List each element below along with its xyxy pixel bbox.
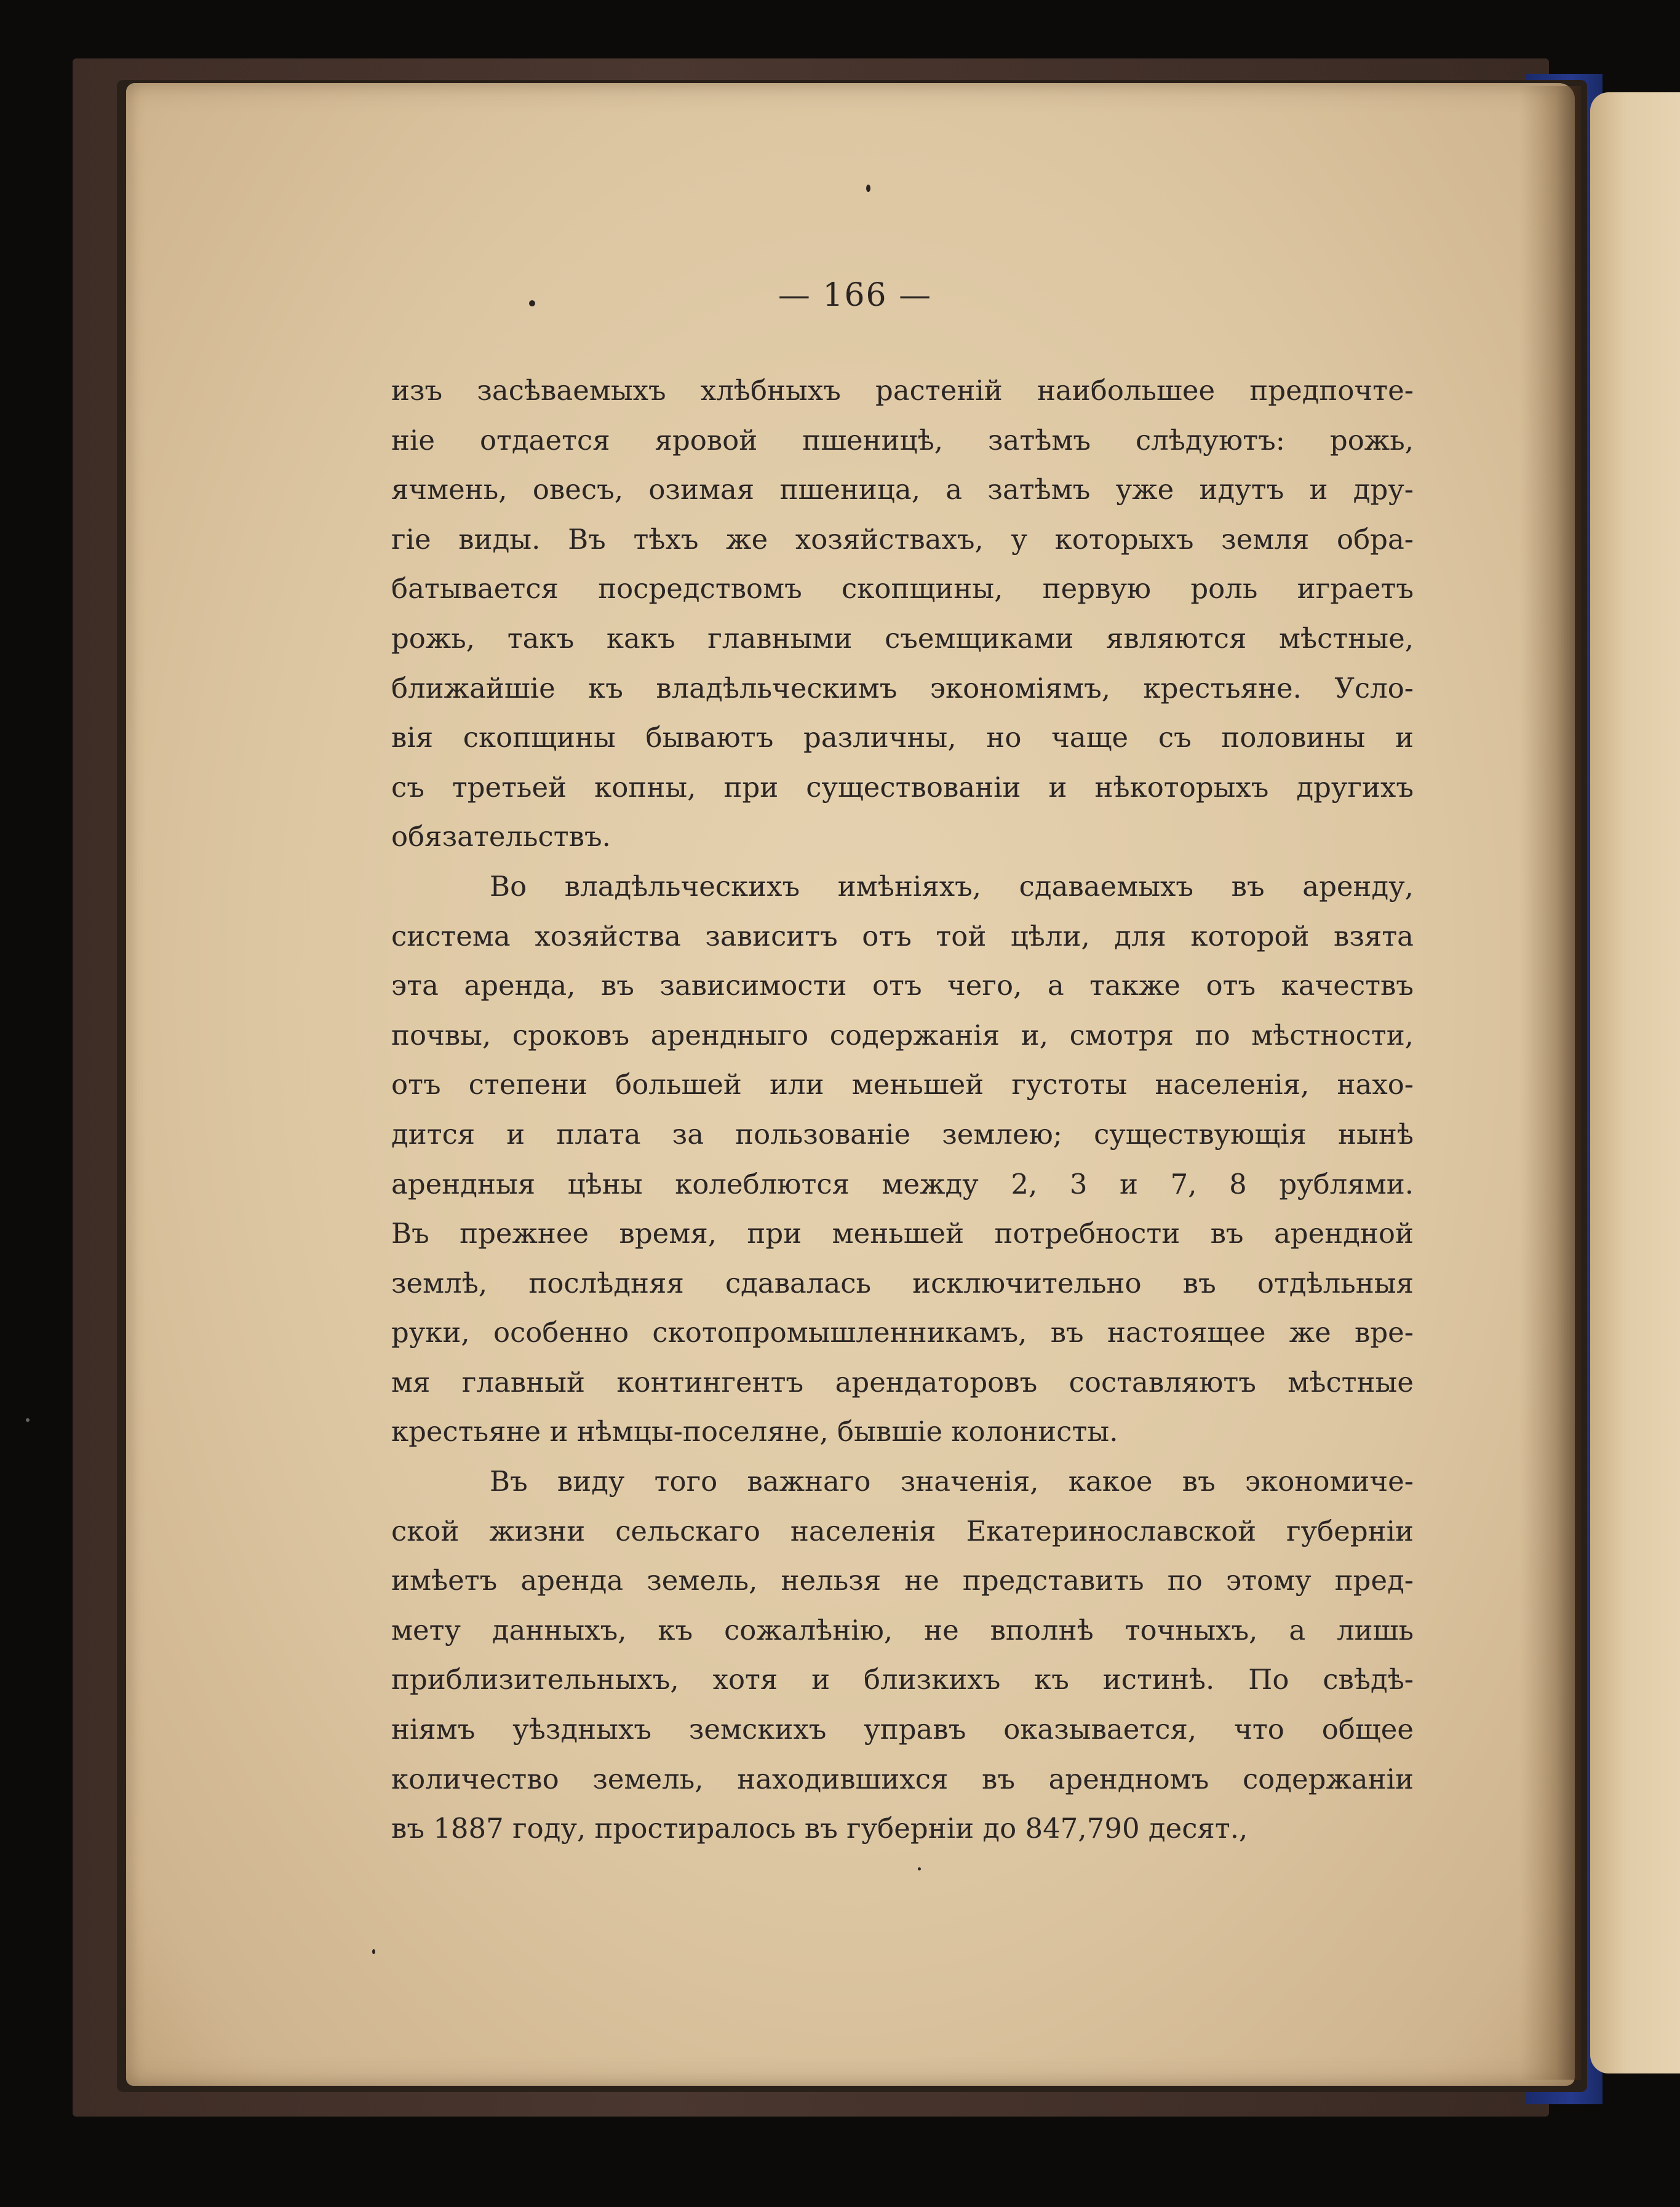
text-line: эта аренда, въ зависимости отъ чего, а также отъ качествъ	[391, 969, 1414, 1002]
text-line: гіе виды. Въ тѣхъ же хозяйствахъ, у которыхъ земля обра-	[391, 522, 1414, 556]
ink-speck	[372, 1949, 375, 1954]
text-line: ской жизни сельскаго населенія Екатеринославской губерніи	[391, 1514, 1414, 1547]
text-line: мя главный контингентъ арендаторовъ составляютъ мѣстные	[391, 1365, 1414, 1399]
text-line: Въ виду того важнаго значенія, какое въ экономиче-	[490, 1465, 1414, 1498]
text-line: Въ прежнее время, при меньшей потребности въ арендной	[391, 1217, 1414, 1250]
text-line: ніе отдается яровой пшеницѣ, затѣмъ слѣдуютъ: рожь,	[391, 423, 1414, 457]
text-line: ближайшіе къ владѣльческимъ экономіямъ, крестьяне. Усло-	[391, 671, 1414, 704]
text-line: руки, особенно скотопромышленникамъ, въ настоящее же вре-	[391, 1316, 1414, 1349]
text-line: количество земель, находившихся въ арендномъ содержаніи	[391, 1762, 1414, 1795]
text-line: батывается посредствомъ скопщины, первую роль играетъ	[391, 572, 1414, 605]
text-line: съ третьей копны, при существованіи и нѣкоторыхъ другихъ	[391, 770, 1414, 804]
ink-speck	[866, 185, 870, 192]
text-line: обязательствъ.	[391, 820, 611, 853]
text-line: отъ степени большей или меньшей густоты населенія, нахо-	[391, 1068, 1414, 1101]
text-line: вія скопщины бываютъ различны, но чаще съ половины и	[391, 721, 1414, 754]
text-line: мету данныхъ, къ сожалѣнію, не вполнѣ точныхъ, а лишь	[391, 1613, 1414, 1646]
text-line: приблизительныхъ, хотя и близкихъ къ истинѣ. По свѣдѣ-	[391, 1663, 1414, 1696]
text-line: почвы, сроковъ арендныго содержанія и, смотря по мѣстности,	[391, 1018, 1414, 1052]
text-line: въ 1887 году, простиралось въ губерніи до 847,790 десят.,	[391, 1812, 1248, 1845]
ink-speck	[918, 1867, 921, 1870]
text-line: Во владѣльческихъ имѣніяхъ, сдаваемыхъ въ аренду,	[490, 869, 1414, 903]
text-line: рожь, такъ какъ главными съемщиками являются мѣстные,	[391, 621, 1414, 655]
page-gutter	[1519, 86, 1581, 2080]
page-number: — 166 —	[778, 277, 933, 314]
text-line: землѣ, послѣдняя сдавалась исключительно въ отдѣльныя	[391, 1266, 1414, 1299]
right-page-edge	[1590, 92, 1680, 2073]
text-line: ніямъ уѣздныхъ земскихъ управъ оказывается, что общее	[391, 1713, 1414, 1746]
paragraph	[391, 862, 1414, 1457]
ink-speck	[529, 300, 535, 306]
text-line: арендныя цѣны колеблются между 2, 3 и 7, 8 рублями.	[391, 1167, 1414, 1200]
text-line: изъ засѣваемыхъ хлѣбныхъ растеній наибольшее предпочте-	[391, 374, 1414, 407]
text-line: дится и плата за пользованіе землею; существующія нынѣ	[391, 1117, 1414, 1151]
text-line: имѣетъ аренда земель, нельзя не представить по этому пред-	[391, 1564, 1414, 1597]
body-text	[391, 366, 1414, 1854]
paragraph	[391, 1457, 1414, 1854]
dust-speck	[26, 1418, 30, 1422]
text-line: система хозяйства зависитъ отъ той цѣли, для которой взята	[391, 919, 1414, 952]
text-line: крестьяне и нѣмцы-поселяне, бывшіе колонисты.	[391, 1415, 1118, 1448]
text-line: ячмень, овесъ, озимая пшеница, а затѣмъ уже идутъ и дру-	[391, 473, 1414, 506]
paragraph	[391, 366, 1414, 862]
